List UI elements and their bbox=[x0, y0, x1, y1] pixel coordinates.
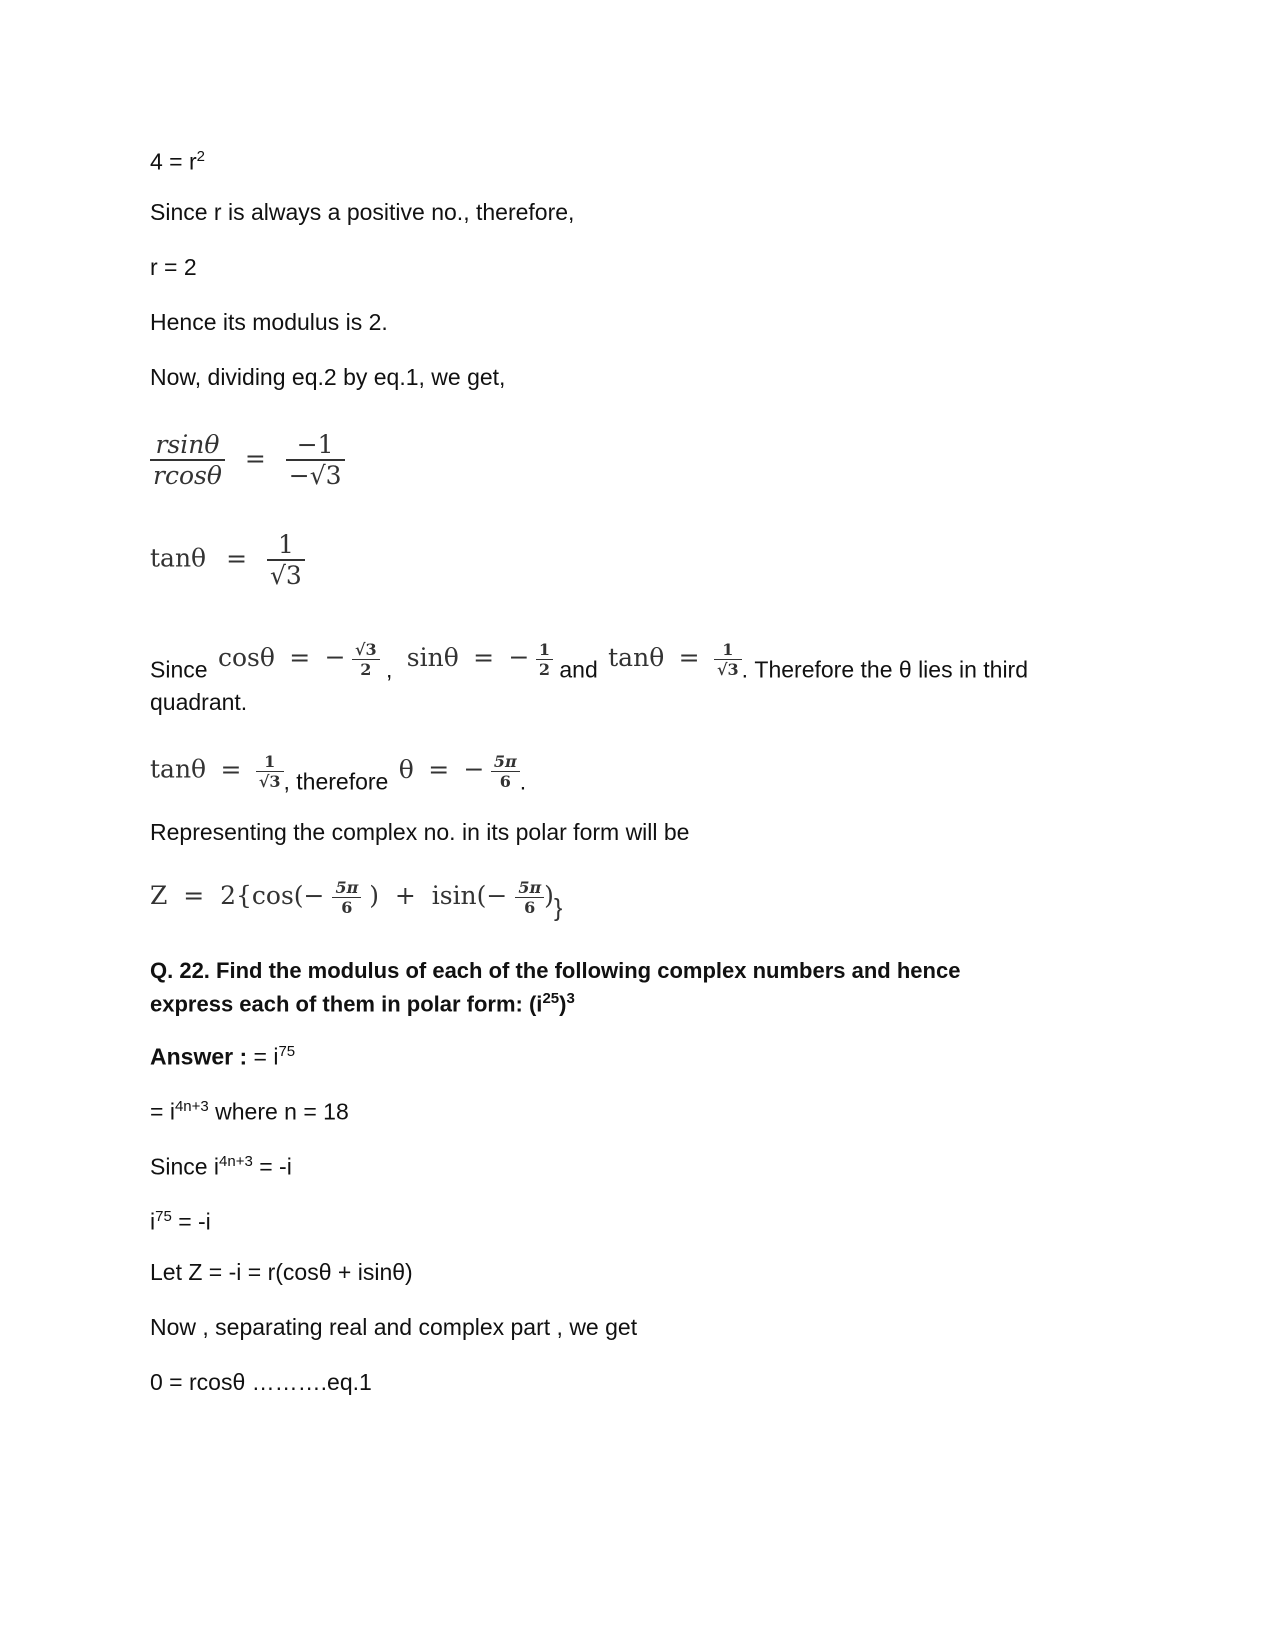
answer-step-4: Let Z = -i = r(cosθ + isinθ) bbox=[150, 1259, 413, 1285]
fraction-sin: $\frac{1}{2}$ bbox=[536, 640, 553, 679]
fraction-5pi-6: $\frac{5\pi}{6}$ bbox=[491, 752, 520, 791]
text-r-equals-2: r = 2 bbox=[150, 254, 197, 280]
fraction-polar-1: $\frac{5\pi}{6}$ bbox=[332, 878, 361, 917]
equation-polar-form: Z = 2{cos(− $\frac{5\pi}{6}$ ) + isin(− $\frac{5\pi}{6}$ )} bbox=[150, 878, 563, 922]
equation-ratio: $\frac{rsin\theta}{rcos\theta}$ = $\frac{-1}{-√3}$ bbox=[150, 430, 345, 490]
answer-step-2: Since $i^{4n+3} = -i$ bbox=[150, 1153, 292, 1180]
question-22-line-1: Q. 22. Find the modulus of each of the following complex numbers and hence bbox=[150, 958, 961, 983]
text-dividing-eq: Now, dividing eq.2 by eq.1, we get, bbox=[150, 364, 506, 390]
answer-line: Answer : = $i^{75}$ bbox=[150, 1043, 296, 1070]
fraction-tan: $\frac{1}{√3}$ bbox=[714, 640, 742, 679]
text-since-r-positive: Since r is always a positive no., therefore, bbox=[150, 199, 575, 225]
answer-step-5: Now , separating real and complex part , we get bbox=[150, 1314, 638, 1340]
answer-step-6: 0 = rcosθ ……….eq.1 bbox=[150, 1369, 372, 1395]
answer-step-1: = $i^{4n+3}$ where n = 18 bbox=[150, 1098, 349, 1125]
text-since-quadrant: Since cosθ = − $\frac{√3}{2}$ , sinθ = − $\frac{1}{2}$ and tanθ = $\frac{1}{√3}$ . Therefore the θ lies in third bbox=[150, 640, 1029, 683]
equation-tan-theta: tanθ = $\frac{1}{√3}$ bbox=[150, 530, 305, 590]
text-quadrant: quadrant. bbox=[150, 689, 248, 715]
answer-step-3: $i^{75} = -i$ bbox=[150, 1208, 211, 1235]
text-representing-polar: Representing the complex no. in its polar form will be bbox=[150, 819, 690, 845]
question-22-line-2: express each of them in polar form: $(i^{25})^3$ bbox=[150, 990, 575, 1017]
equation-4-equals-r-squared: $4 = r^2$ bbox=[150, 148, 206, 175]
fraction-cos: $\frac{√3}{2}$ bbox=[352, 640, 380, 679]
fraction-tan-2: $\frac{1}{√3}$ bbox=[256, 752, 284, 791]
fraction-polar-2: $\frac{5\pi}{6}$ bbox=[515, 878, 544, 917]
text-modulus-is-2: Hence its modulus is 2. bbox=[150, 309, 388, 335]
equation-theta-value: tanθ = $\frac{1}{√3}$ , therefore θ = − $\frac{5\pi}{6}$ . bbox=[150, 752, 527, 795]
fraction-one-over-root3: $\frac{1}{√3}$ bbox=[267, 530, 305, 590]
fraction-rhs: $\frac{-1}{-√3}$ bbox=[286, 430, 345, 490]
fraction-lhs: $\frac{rsin\theta}{rcos\theta}$ bbox=[150, 430, 225, 490]
